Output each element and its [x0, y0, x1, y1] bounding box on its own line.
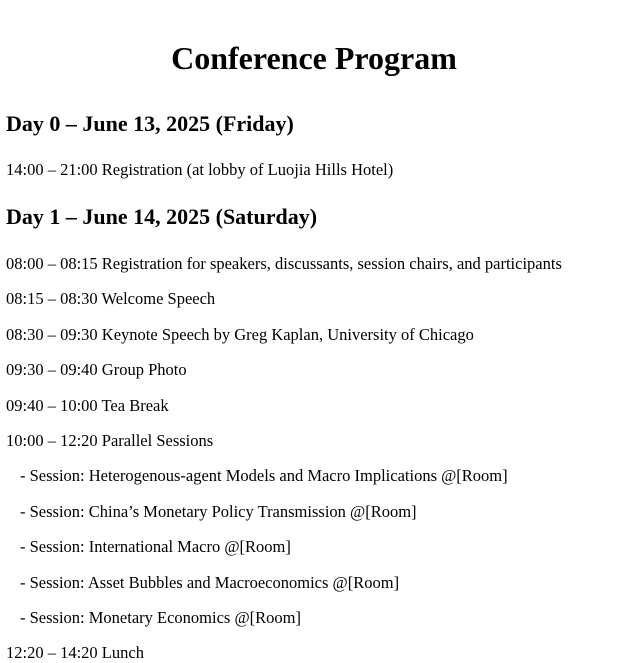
schedule-item: 08:00 – 08:15 Registration for speakers, discussants, session chairs, and participants [6, 254, 562, 273]
day-1-heading: Day 1 – June 14, 2025 (Saturday) [6, 204, 318, 229]
schedule-item: 10:00 – 12:20 Parallel Sessions [6, 431, 214, 450]
schedule-item: 12:20 – 14:20 Lunch [6, 643, 144, 662]
session-item: - Session: Monetary Economics @[Room] [20, 608, 301, 627]
session-item: - Session: China’s Monetary Policy Transmission @[Room] [20, 502, 417, 521]
session-item: - Session: International Macro @[Room] [20, 537, 291, 556]
page-title: Conference Program [171, 40, 457, 76]
session-item: - Session: Asset Bubbles and Macroeconomics @[Room] [20, 573, 400, 592]
day-0-heading: Day 0 – June 13, 2025 (Friday) [6, 111, 294, 136]
session-item: - Session: Heterogenous-agent Models and Macro Implications @[Room] [20, 466, 508, 485]
schedule-item: 08:15 – 08:30 Welcome Speech [6, 289, 216, 308]
schedule-item: 09:40 – 10:00 Tea Break [6, 396, 169, 415]
schedule-item: 09:30 – 09:40 Group Photo [6, 360, 187, 379]
schedule-item: 14:00 – 21:00 Registration (at lobby of Luojia Hills Hotel) [6, 160, 394, 179]
schedule-item: 08:30 – 09:30 Keynote Speech by Greg Kaplan, University of Chicago [6, 325, 474, 344]
